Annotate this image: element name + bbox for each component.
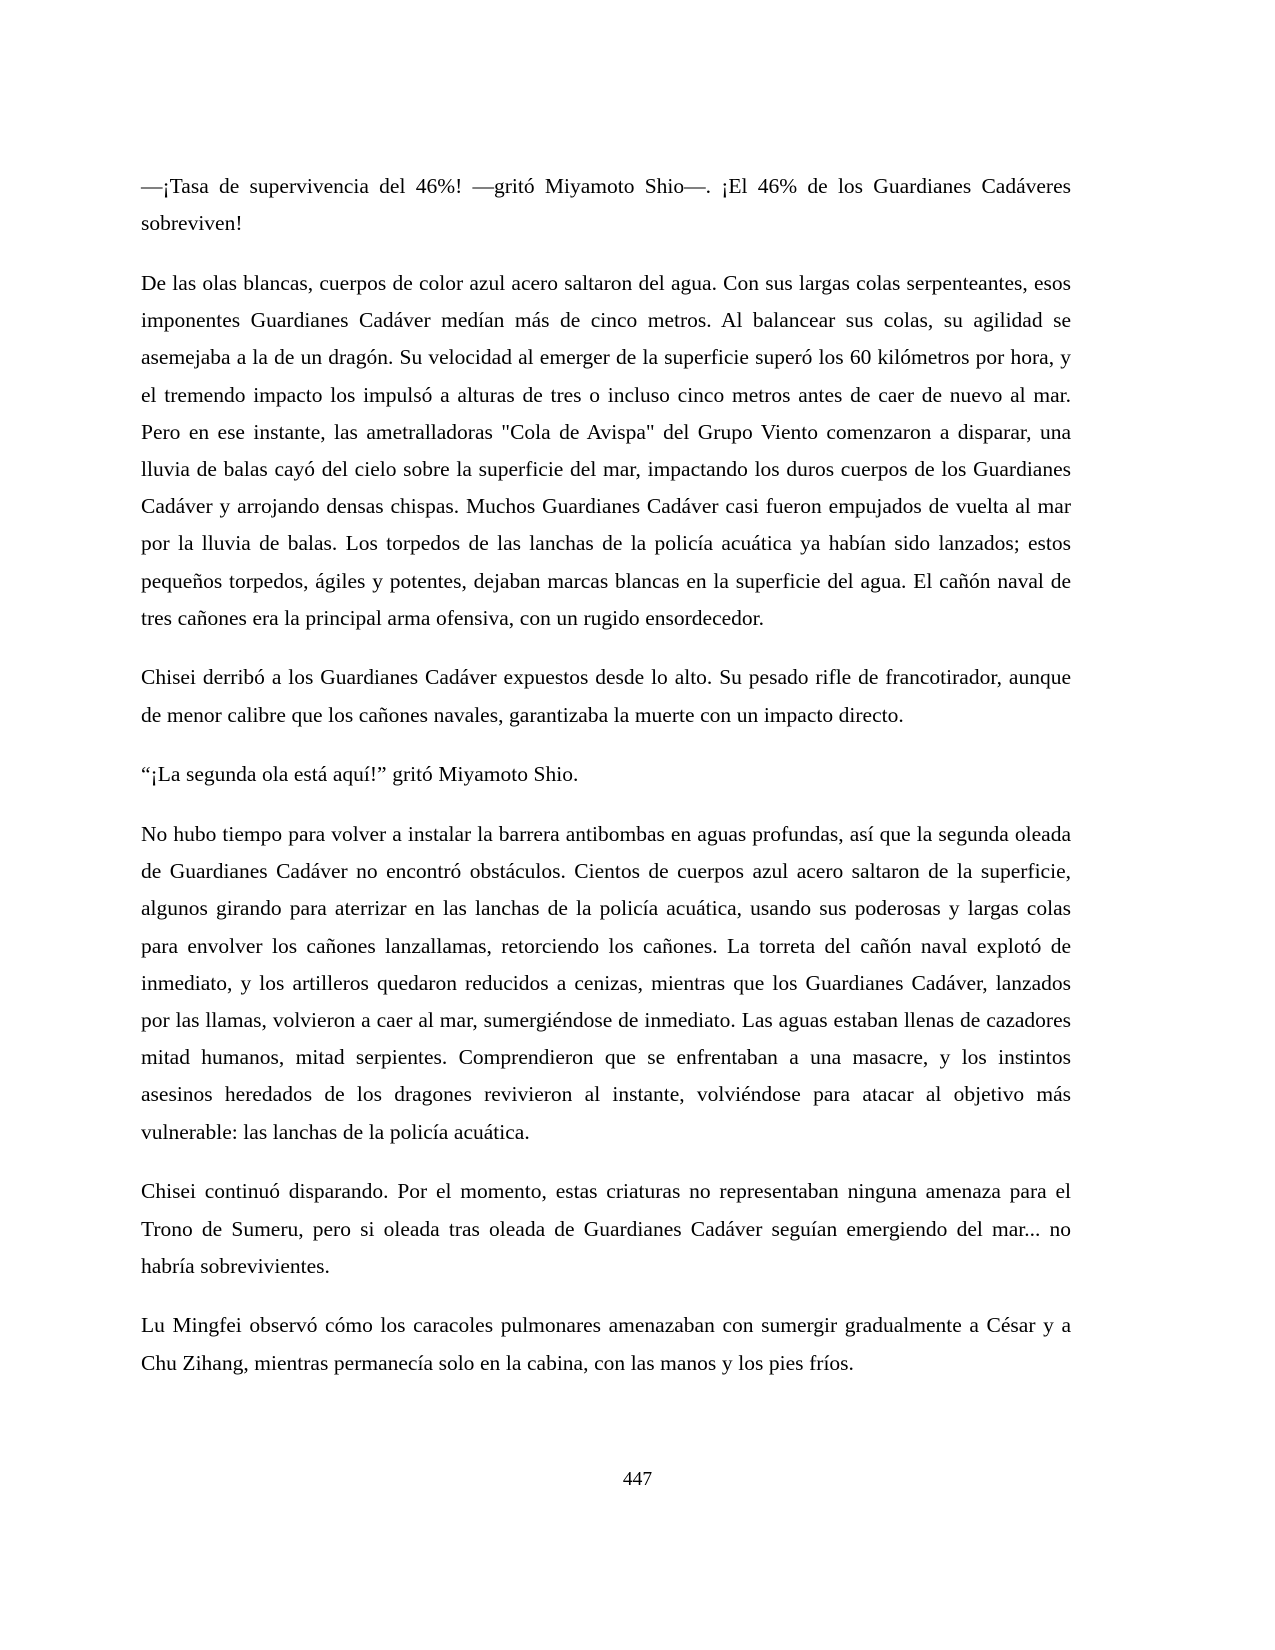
paragraph: Chisei derribó a los Guardianes Cadáver expuestos desde lo alto. Su pesado rifle de francotirador, aunque de menor calibre que los cañones navales, garantizaba la muerte con un impacto directo. [141,665,1071,727]
paragraph: Lu Mingfei observó cómo los caracoles pulmonares amenazaban con sumergir gradualmente a César y a Chu Zihang, mientras permanecía solo en la cabina, con las manos y los pies fríos. [141,1313,1071,1375]
page-body-text [141,168,1071,1404]
paragraph: No hubo tiempo para volver a instalar la barrera antibombas en aguas profundas, así que la segunda oleada de Guardianes Cadáver no encontró obstáculos. Cientos de cuerpos azul acero saltaron de la superficie, algunos girando para aterrizar en las lanchas de la policía acuática, usando sus poderosas y largas colas para envolver los cañones lanzallamas, retorciendo los cañones. La torreta del cañón naval explotó de inmediato, y los artilleros quedaron reducidos a cenizas, mientras que los Guardianes Cadáver, lanzados por las llamas, volvieron a caer al mar, sumergiéndose de inmediato. Las aguas estaban llenas de cazadores mitad humanos, mitad serpientes. Comprendieron que se enfrentaban a una masacre, y los instintos asesinos heredados de los dragones revivieron al instante, volviéndose para atacar al objetivo más vulnerable: las lanchas de la policía acuática. [141,822,1071,1144]
paragraph: Chisei continuó disparando. Por el momento, estas criaturas no representaban ninguna amenaza para el Trono de Sumeru, pero si oleada tras oleada de Guardianes Cadáver seguían emergiendo del mar... no habría sobrevivientes. [141,1179,1071,1278]
page-number: 447 [622,1469,653,1490]
paragraph-dialogue: “¡La segunda ola está aquí!” gritó Miyamoto Shio. [141,762,579,787]
paragraph: De las olas blancas, cuerpos de color azul acero saltaron del agua. Con sus largas colas serpenteantes, esos imponentes Guardianes Cadáver medían más de cinco metros. Al balancear sus colas, su agilidad se asemejaba a la de un dragón. Su velocidad al emerger de la superficie superó los 60 kilómetros por hora, y el tremendo impacto los impulsó a alturas de tres o incluso cinco metros antes de caer de nuevo al mar. Pero en ese instante, las ametralladoras "Cola de Avispa" del Grupo Viento comenzaron a disparar, una lluvia de balas cayó del cielo sobre la superficie del mar, impactando los duros cuerpos de los Guardianes Cadáver y arrojando densas chispas. Muchos Guardianes Cadáver casi fueron empujados de vuelta al mar por la lluvia de balas. Los torpedos de las lanchas de la policía acuática ya habían sido lanzados; estos pequeños torpedos, ágiles y potentes, dejaban marcas blancas en la superficie del agua. El cañón naval de tres cañones era la principal arma ofensiva, con un rugido ensordecedor. [141,270,1071,630]
paragraph: —¡Tasa de supervivencia del 46%! —gritó Miyamoto Shio—. ¡El 46% de los Guardianes Cadáveres sobreviven! [141,174,1071,236]
